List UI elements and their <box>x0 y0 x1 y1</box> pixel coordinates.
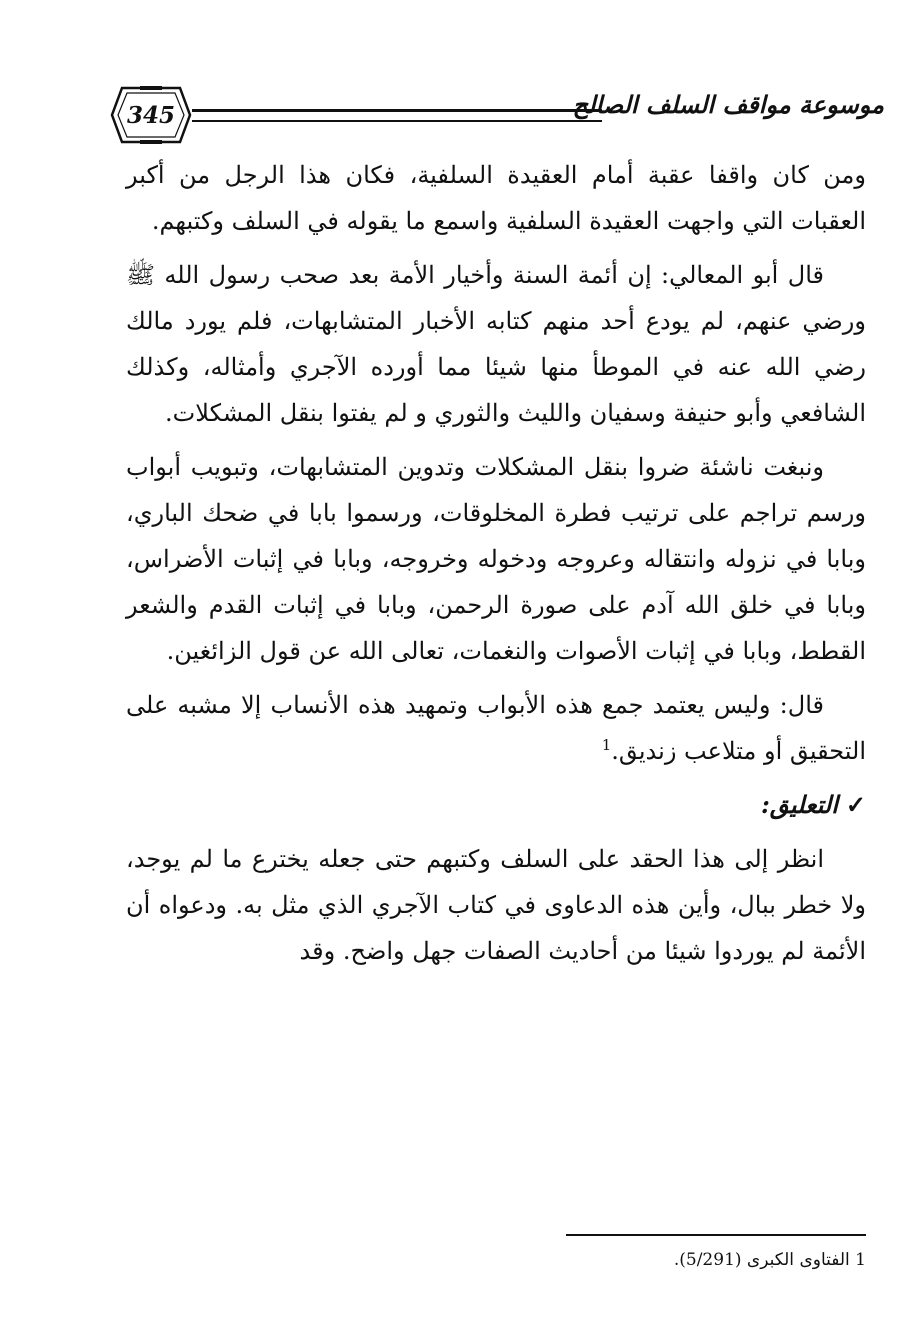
comment-paragraph: انظر إلى هذا الحقد على السلف وكتبهم حتى جعله يخترع ما لم يوجد، ولا خطر ببال، وأين هذه الدعاوى في كتاب الآجري الذي مثل به. ودعواه أن الأئمة لم يوردوا شيئا من أحاديث الصفات جهل واضح. وقد <box>126 845 866 965</box>
footnote-divider <box>566 1234 866 1236</box>
footnote-reference: 1 <box>601 736 612 754</box>
footnote-number: 1 <box>855 1250 866 1270</box>
page-number-badge <box>110 86 192 144</box>
quote-text: قال: وليس يعتمد جمع هذه الأبواب وتمهيد هذه الأنساب إلا مشبه على التحقيق أو متلاعب زنديق. <box>126 691 866 765</box>
header-rule <box>192 109 602 122</box>
page-number: 345 <box>126 102 175 129</box>
comment-heading <box>126 782 866 828</box>
paragraph-2: قال أبو المعالي: إن أئمة السنة وأخيار الأمة بعد صحب رسول الله ﷺ ورضي عنهم، لم يودع أحد منهم كتابه الأخبار المتشابهات، فلم يورد مالك رضي الله عنه في الموطأ منها شيئا مما أورده الآجري وأمثاله، وكذلك الشافعي وأبو حنيفة وسفيان والليث والثوري و لم يفتوا بنقل المشكلات. <box>126 261 866 427</box>
quote-paragraph <box>126 682 866 774</box>
check-icon: ✓ <box>845 790 866 819</box>
book-title: موسوعة مواقف السلف الصالح <box>572 90 884 119</box>
comment-heading-text: التعليق: <box>761 790 838 819</box>
footnote-text: الفتاوى الكبرى (5/291). <box>673 1250 850 1270</box>
paragraph-1: ومن كان واقفا عقبة أمام العقيدة السلفية، فكان هذا الرجل من أكبر العقبات التي واجهت العقيدة السلفية واسمع ما يقوله في السلف وكتبهم. <box>126 161 866 235</box>
footnote <box>566 1250 866 1270</box>
main-text <box>126 152 866 982</box>
paragraph-3: ونبغت ناشئة ضروا بنقل المشكلات وتدوين المتشابهات، وتبويب أبواب ورسم تراجم على ترتيب فطرة المخلوقات، ورسموا بابا في ضحك الباري، وبابا في نزوله وانتقاله وعروجه ودخوله وخروجه، وبابا في إثبات الأضراس، وبابا في خلق الله آدم على صورة الرحمن، وبابا في إثبات القدم والشعر القطط، وبابا في إثبات الأصوات والنغمات، تعالى الله عن قول الزائغين. <box>126 453 866 665</box>
